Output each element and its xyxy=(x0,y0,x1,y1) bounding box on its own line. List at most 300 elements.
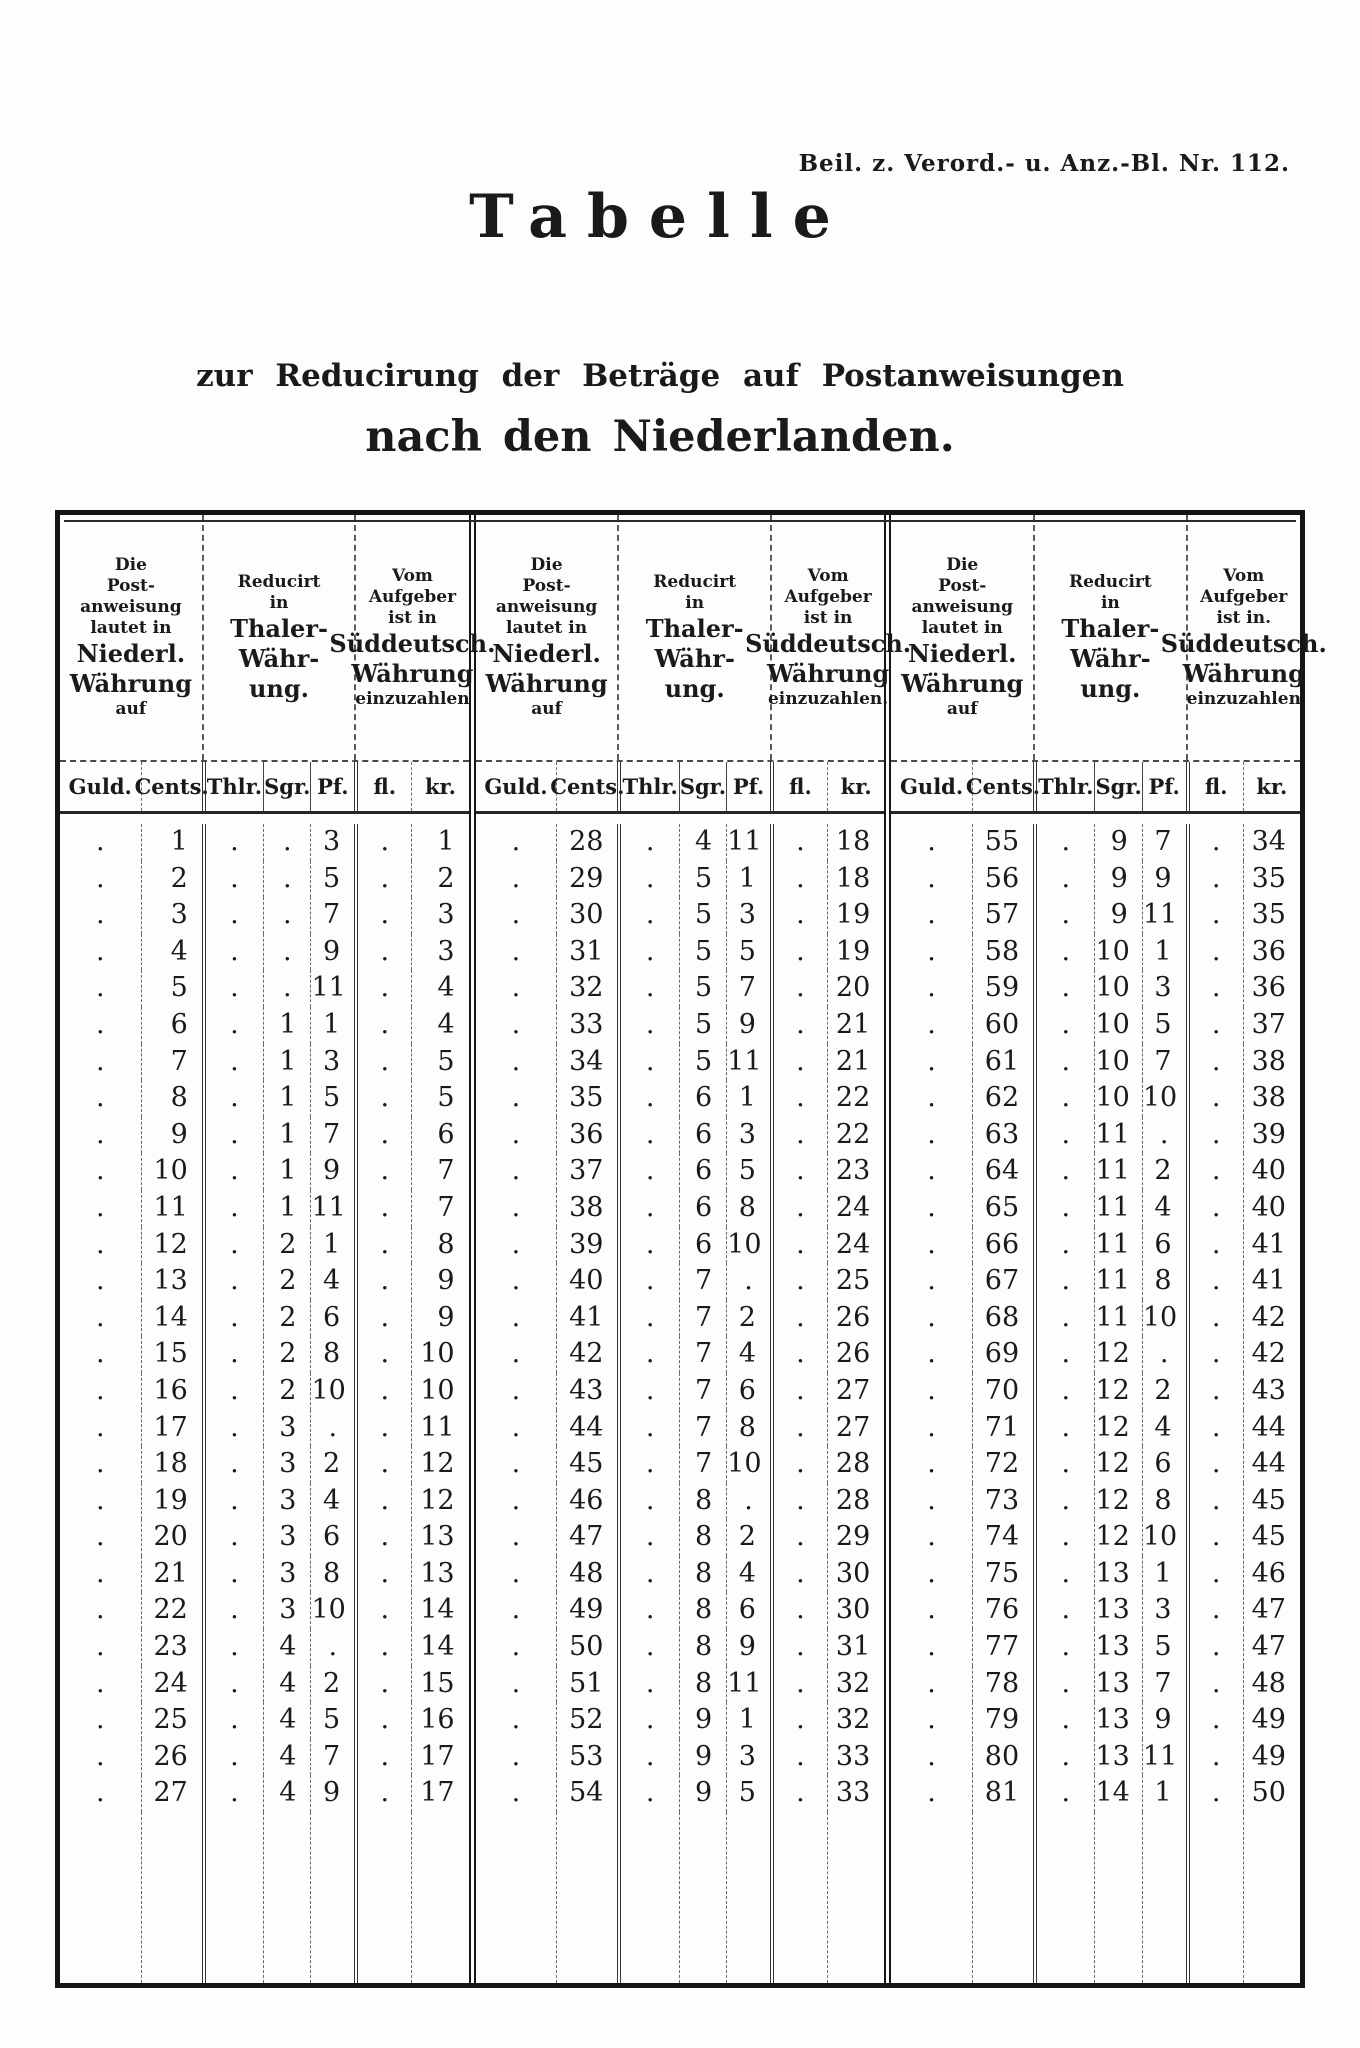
table-row xyxy=(891,1519,1300,1556)
cents-cell: 4 xyxy=(141,934,202,971)
pf-cell: 9 xyxy=(1142,1702,1186,1739)
sgr-cell: 4 xyxy=(263,1666,310,1703)
pf-cell: 8 xyxy=(1142,1263,1186,1300)
guld-cell: . xyxy=(511,1740,521,1772)
sgr-cell: 12 xyxy=(1094,1373,1141,1410)
fl-cell: . xyxy=(1186,1519,1243,1556)
cents-cell: 16 xyxy=(141,1373,202,1410)
pf-cell: 11 xyxy=(726,1044,770,1081)
header-line: Reducirt xyxy=(1068,571,1152,592)
kr-cell: 3 xyxy=(411,934,468,971)
thlr-cell: . xyxy=(1033,1007,1094,1044)
fl-cell: . xyxy=(770,1263,827,1300)
kr-cell: 16 xyxy=(411,1702,468,1739)
cents-cell: 15 xyxy=(141,1336,202,1373)
kr-cell: 31 xyxy=(827,1629,884,1666)
thlr-cell: . xyxy=(202,1153,263,1190)
kr-cell: 33 xyxy=(827,1775,884,1812)
fl-cell: . xyxy=(1186,970,1243,1007)
cents-cell: 49 xyxy=(556,1592,617,1629)
fl-cell: . xyxy=(1186,1666,1243,1703)
empty-cell xyxy=(476,1812,557,1983)
header-line: Aufgeber xyxy=(368,586,457,607)
guld-cell: . xyxy=(95,1008,105,1040)
guld-cell: . xyxy=(511,1045,521,1077)
table-row xyxy=(476,1263,885,1300)
table-row xyxy=(891,897,1300,934)
thlr-cell: . xyxy=(202,1336,263,1373)
pf-cell: 8 xyxy=(310,1336,354,1373)
fl-cell: . xyxy=(1186,1190,1243,1227)
header-line: Währung xyxy=(351,658,474,688)
header-line: auf xyxy=(946,699,978,719)
kr-cell: 32 xyxy=(827,1666,884,1703)
header-line: auf xyxy=(115,699,147,719)
thlr-cell: . xyxy=(202,1629,263,1666)
table-row xyxy=(891,970,1300,1007)
table-row xyxy=(476,1739,885,1776)
guld-cell: . xyxy=(511,1155,521,1187)
kr-cell: 32 xyxy=(827,1702,884,1739)
cents-cell: 9 xyxy=(141,1117,202,1154)
fl-cell: . xyxy=(1186,1373,1243,1410)
sgr-cell: 11 xyxy=(1094,1227,1141,1264)
table-row xyxy=(60,1592,469,1629)
cents-cell: 66 xyxy=(972,1227,1033,1264)
pf-cell: 3 xyxy=(310,824,354,861)
header-line: in xyxy=(685,592,705,613)
guld-cell: . xyxy=(95,1265,105,1297)
cents-cell: 44 xyxy=(556,1410,617,1447)
header-line: Währung xyxy=(901,669,1024,698)
header-line: ist in xyxy=(388,607,437,628)
pf-cell: 6 xyxy=(1142,1446,1186,1483)
cents-cell: 5 xyxy=(141,970,202,1007)
fl-cell: . xyxy=(770,1702,827,1739)
fl-cell: . xyxy=(354,1300,411,1337)
thlr-cell: . xyxy=(202,824,263,861)
unit-header-thlr: Thlr. xyxy=(202,762,263,811)
conversion-table xyxy=(55,510,1327,1988)
cents-cell: 73 xyxy=(972,1483,1033,1520)
page-subtitle: zur Reducirung der Beträge auf Postanweisungen xyxy=(196,358,1124,394)
thlr-cell: . xyxy=(617,1702,678,1739)
fl-cell: . xyxy=(770,1666,827,1703)
kr-cell: 12 xyxy=(411,1483,468,1520)
fl-cell: . xyxy=(770,1007,827,1044)
pf-cell: 7 xyxy=(726,970,770,1007)
cents-cell: 22 xyxy=(141,1592,202,1629)
guld-cell: . xyxy=(95,1594,105,1626)
fl-cell: . xyxy=(354,1410,411,1447)
sgr-cell: 9 xyxy=(1094,861,1141,898)
pf-cell: 9 xyxy=(310,1775,354,1812)
cents-cell: 65 xyxy=(972,1190,1033,1227)
unit-header-guld: Guld. xyxy=(484,774,548,799)
header-line: Thaler-Währ- xyxy=(645,613,744,673)
sgr-cell: 10 xyxy=(1094,970,1141,1007)
pf-cell: 8 xyxy=(726,1190,770,1227)
group-header-row xyxy=(60,515,496,762)
cents-cell: 52 xyxy=(556,1702,617,1739)
sgr-cell: 13 xyxy=(1094,1556,1141,1593)
thlr-cell: . xyxy=(1033,1153,1094,1190)
kr-cell: 4 xyxy=(411,1007,468,1044)
guld-cell: . xyxy=(927,1008,936,1040)
fl-cell: . xyxy=(1186,1227,1243,1264)
fl-cell: . xyxy=(354,1739,411,1776)
empty-cell xyxy=(141,1812,202,1983)
header-line: Reducirt xyxy=(653,571,737,592)
fl-cell: . xyxy=(354,1080,411,1117)
fl-cell: . xyxy=(770,897,827,934)
thlr-cell: . xyxy=(1033,1556,1094,1593)
header-line: Die xyxy=(946,555,979,575)
cents-cell: 61 xyxy=(972,1044,1033,1081)
kr-cell: 28 xyxy=(827,1446,884,1483)
thlr-cell: . xyxy=(1033,1373,1094,1410)
kr-cell: 13 xyxy=(411,1519,468,1556)
sgr-cell: 2 xyxy=(263,1263,310,1300)
thlr-cell: . xyxy=(202,1300,263,1337)
sgr-cell: 5 xyxy=(679,970,726,1007)
guld-cell: . xyxy=(511,1448,521,1480)
sgr-cell: 2 xyxy=(263,1373,310,1410)
header-line: lautet in xyxy=(921,618,1003,638)
table-row xyxy=(891,861,1300,898)
guld-cell: . xyxy=(927,1704,936,1736)
fl-cell: . xyxy=(770,970,827,1007)
thlr-cell: . xyxy=(1033,1117,1094,1154)
guld-cell: . xyxy=(95,1631,105,1663)
pf-cell: 1 xyxy=(726,1080,770,1117)
kr-cell: 45 xyxy=(1243,1483,1300,1520)
sgr-cell: 2 xyxy=(263,1300,310,1337)
table-row xyxy=(60,970,469,1007)
table-row xyxy=(60,1629,469,1666)
sgr-cell: 13 xyxy=(1094,1702,1141,1739)
fl-cell: . xyxy=(354,1519,411,1556)
pf-cell: 5 xyxy=(726,1775,770,1812)
pf-cell: 6 xyxy=(726,1592,770,1629)
table-row xyxy=(891,1263,1300,1300)
fl-cell: . xyxy=(770,1739,827,1776)
header-line: lautet in xyxy=(506,618,588,638)
guld-cell: . xyxy=(95,1045,105,1077)
pf-cell: 11 xyxy=(310,1190,354,1227)
thlr-cell: . xyxy=(202,934,263,971)
unit-header-pf: Pf. xyxy=(726,762,770,811)
table-row xyxy=(891,1629,1300,1666)
guld-cell: . xyxy=(511,826,521,857)
fl-cell: . xyxy=(354,970,411,1007)
cents-cell: 35 xyxy=(556,1080,617,1117)
thlr-cell: . xyxy=(202,861,263,898)
table-row xyxy=(476,1592,885,1629)
unit-header-sgr: Sgr. xyxy=(1094,762,1141,811)
header-line: einzuzahlen xyxy=(1186,688,1301,709)
kr-cell: 42 xyxy=(1243,1336,1300,1373)
kr-cell: 49 xyxy=(1243,1702,1300,1739)
pf-cell: 5 xyxy=(726,934,770,971)
guld-cell: . xyxy=(927,826,936,857)
group-body xyxy=(891,814,1300,1983)
fl-cell: . xyxy=(1186,1556,1243,1593)
pf-cell: 7 xyxy=(1142,1666,1186,1703)
cents-cell: 59 xyxy=(972,970,1033,1007)
thlr-cell: . xyxy=(202,1263,263,1300)
cents-cell: 18 xyxy=(141,1446,202,1483)
sgr-cell: . xyxy=(263,970,310,1007)
cents-cell: 58 xyxy=(972,934,1033,971)
table-row xyxy=(60,1556,469,1593)
empty-cell xyxy=(1094,1812,1141,1983)
guld-cell: . xyxy=(95,1082,105,1114)
pf-cell: 1 xyxy=(1142,934,1186,971)
table-row xyxy=(891,1775,1300,1812)
pf-cell: 9 xyxy=(310,1153,354,1190)
kr-cell: 19 xyxy=(827,934,884,971)
table-row xyxy=(476,1117,885,1154)
fl-cell: . xyxy=(770,1336,827,1373)
table-row xyxy=(60,1080,469,1117)
guld-cell: . xyxy=(511,862,521,894)
pf-cell: 6 xyxy=(310,1300,354,1337)
table-row xyxy=(891,1446,1300,1483)
pf-cell: 2 xyxy=(1142,1153,1186,1190)
thlr-cell: . xyxy=(617,1556,678,1593)
kr-cell: 7 xyxy=(411,1153,468,1190)
table-row xyxy=(476,1300,885,1337)
guld-cell: . xyxy=(927,1374,936,1406)
header-line: Währung xyxy=(485,669,608,698)
table-row xyxy=(60,1775,469,1812)
table-row xyxy=(60,1702,469,1739)
cents-cell: 37 xyxy=(556,1153,617,1190)
cents-cell: 29 xyxy=(556,861,617,898)
sgr-cell: 6 xyxy=(679,1080,726,1117)
pf-cell: 9 xyxy=(1142,861,1186,898)
fl-cell: . xyxy=(770,824,827,861)
unit-header-pf: Pf. xyxy=(310,762,354,811)
sgr-cell: 9 xyxy=(1094,897,1141,934)
pf-cell: 5 xyxy=(310,1702,354,1739)
thlr-cell: . xyxy=(202,1702,263,1739)
sgr-cell: 8 xyxy=(679,1592,726,1629)
kr-cell: 5 xyxy=(411,1080,468,1117)
pf-cell: 1 xyxy=(1142,1775,1186,1812)
sgr-cell: 3 xyxy=(263,1519,310,1556)
sgr-cell: 1 xyxy=(263,1044,310,1081)
sgr-cell: 4 xyxy=(263,1739,310,1776)
cents-cell: 42 xyxy=(556,1336,617,1373)
header-line: einzuzahlen xyxy=(355,688,470,709)
kr-cell: 1 xyxy=(411,824,468,861)
thlr-cell: . xyxy=(617,1739,678,1776)
thlr-cell: . xyxy=(617,1410,678,1447)
thlr-cell: . xyxy=(202,1117,263,1154)
header-line: Die xyxy=(114,555,147,575)
pf-cell: 11 xyxy=(1142,1739,1186,1776)
table-row xyxy=(476,1556,885,1593)
cents-cell: 67 xyxy=(972,1263,1033,1300)
pf-cell: 4 xyxy=(726,1336,770,1373)
guld-cell: . xyxy=(95,972,105,1004)
guld-cell: . xyxy=(927,1082,936,1114)
thlr-cell: . xyxy=(1033,861,1094,898)
empty-cell xyxy=(1186,1812,1243,1983)
unit-header-thlr: Thlr. xyxy=(617,762,678,811)
cents-cell: 43 xyxy=(556,1373,617,1410)
kr-cell: 22 xyxy=(827,1117,884,1154)
cents-cell: 72 xyxy=(972,1446,1033,1483)
cents-cell: 69 xyxy=(972,1336,1033,1373)
header-line: Thaler-Währ- xyxy=(1061,613,1160,673)
guld-cell: . xyxy=(927,1118,936,1150)
cents-cell: 48 xyxy=(556,1556,617,1593)
thlr-cell: . xyxy=(617,934,678,971)
sgr-cell: 3 xyxy=(263,1592,310,1629)
pf-cell: 6 xyxy=(310,1519,354,1556)
sgr-cell: 7 xyxy=(679,1300,726,1337)
sgr-cell: 6 xyxy=(679,1153,726,1190)
thlr-cell: . xyxy=(202,1775,263,1812)
fl-cell: . xyxy=(770,1227,827,1264)
guld-cell: . xyxy=(927,1484,936,1516)
cents-cell: 53 xyxy=(556,1739,617,1776)
cents-cell: 38 xyxy=(556,1190,617,1227)
pf-cell: 2 xyxy=(310,1666,354,1703)
sgr-cell: 1 xyxy=(263,1117,310,1154)
cents-cell: 20 xyxy=(141,1519,202,1556)
table-row xyxy=(476,1666,885,1703)
pf-cell: 1 xyxy=(310,1007,354,1044)
pf-cell: . xyxy=(1142,1336,1186,1373)
cents-cell: 23 xyxy=(141,1629,202,1666)
thlr-cell: . xyxy=(202,1666,263,1703)
fl-cell: . xyxy=(770,1483,827,1520)
unit-header-row xyxy=(891,762,1300,814)
guld-cell: . xyxy=(511,1484,521,1516)
sgr-cell: 12 xyxy=(1094,1519,1141,1556)
kr-cell: 29 xyxy=(827,1519,884,1556)
cents-cell: 25 xyxy=(141,1702,202,1739)
table-row xyxy=(476,897,885,934)
guld-cell: . xyxy=(511,1557,521,1589)
guld-cell: . xyxy=(927,1191,936,1223)
kr-cell: 41 xyxy=(1243,1227,1300,1264)
empty-cell xyxy=(60,1812,141,1983)
sgr-cell: 4 xyxy=(263,1629,310,1666)
guld-cell: . xyxy=(511,1704,521,1736)
thlr-cell: . xyxy=(617,1263,678,1300)
pf-cell: 6 xyxy=(726,1373,770,1410)
pf-cell: 5 xyxy=(310,861,354,898)
guld-cell: . xyxy=(511,1082,521,1114)
table-row xyxy=(891,1336,1300,1373)
thlr-cell: . xyxy=(1033,1519,1094,1556)
sgr-cell: 1 xyxy=(263,1007,310,1044)
guld-cell: . xyxy=(95,826,105,857)
table-row xyxy=(891,1702,1300,1739)
fl-cell: . xyxy=(770,1190,827,1227)
table-row xyxy=(891,1592,1300,1629)
table-row xyxy=(891,1153,1300,1190)
table-row xyxy=(60,1153,469,1190)
kr-cell: 50 xyxy=(1243,1775,1300,1812)
thlr-cell: . xyxy=(617,1007,678,1044)
pf-cell: 7 xyxy=(1142,824,1186,861)
guld-cell: . xyxy=(95,1191,105,1223)
guld-cell: . xyxy=(95,1301,105,1333)
kr-cell: 30 xyxy=(827,1556,884,1593)
sgr-cell: 11 xyxy=(1094,1190,1141,1227)
cents-cell: 80 xyxy=(972,1739,1033,1776)
cents-cell: 33 xyxy=(556,1007,617,1044)
guld-cell: . xyxy=(927,1594,936,1626)
table-row xyxy=(891,1556,1300,1593)
pf-cell: 10 xyxy=(1142,1080,1186,1117)
cents-cell: 76 xyxy=(972,1592,1033,1629)
guld-cell: . xyxy=(95,1777,105,1809)
guld-cell: . xyxy=(95,1704,105,1736)
guld-cell: . xyxy=(511,972,521,1004)
thlr-cell: . xyxy=(1033,1739,1094,1776)
cents-cell: 45 xyxy=(556,1446,617,1483)
cents-cell: 50 xyxy=(556,1629,617,1666)
guld-cell: . xyxy=(95,1557,105,1589)
unit-header-thlr: Thlr. xyxy=(1033,762,1094,811)
header-line: Süddeutsch. xyxy=(745,628,912,658)
table-row xyxy=(60,1483,469,1520)
header-line: ung. xyxy=(664,673,725,703)
guld-cell: . xyxy=(511,1265,521,1297)
empty-cell xyxy=(1142,1812,1186,1983)
table-row xyxy=(891,1190,1300,1227)
empty-cell xyxy=(354,1812,411,1983)
fl-cell: . xyxy=(1186,1483,1243,1520)
sgr-cell: 3 xyxy=(263,1446,310,1483)
sgr-cell: 6 xyxy=(679,1117,726,1154)
guld-cell: . xyxy=(95,1484,105,1516)
guld-cell: . xyxy=(95,1448,105,1480)
fl-cell: . xyxy=(354,1446,411,1483)
thlr-cell: . xyxy=(1033,1044,1094,1081)
kr-cell: 21 xyxy=(827,1007,884,1044)
table-row xyxy=(60,1300,469,1337)
pf-cell: 9 xyxy=(726,1007,770,1044)
thlr-cell: . xyxy=(617,1629,678,1666)
kr-cell: 11 xyxy=(411,1410,468,1447)
kr-cell: 40 xyxy=(1243,1190,1300,1227)
fl-cell: . xyxy=(354,1336,411,1373)
cents-cell: 41 xyxy=(556,1300,617,1337)
kr-cell: 27 xyxy=(827,1373,884,1410)
unit-header-guld: Guld. xyxy=(900,774,964,799)
empty-cell xyxy=(770,1812,827,1983)
header-line: Post- xyxy=(938,576,987,596)
table-row xyxy=(60,1190,469,1227)
kr-cell: 48 xyxy=(1243,1666,1300,1703)
sgr-cell: 5 xyxy=(679,934,726,971)
table-row xyxy=(476,1446,885,1483)
pf-cell: . xyxy=(726,1263,770,1300)
pf-cell: 4 xyxy=(310,1263,354,1300)
header-line: Post- xyxy=(522,576,571,596)
table-group-3 xyxy=(884,515,1327,1983)
table-row xyxy=(60,934,469,971)
kr-cell: 18 xyxy=(827,861,884,898)
